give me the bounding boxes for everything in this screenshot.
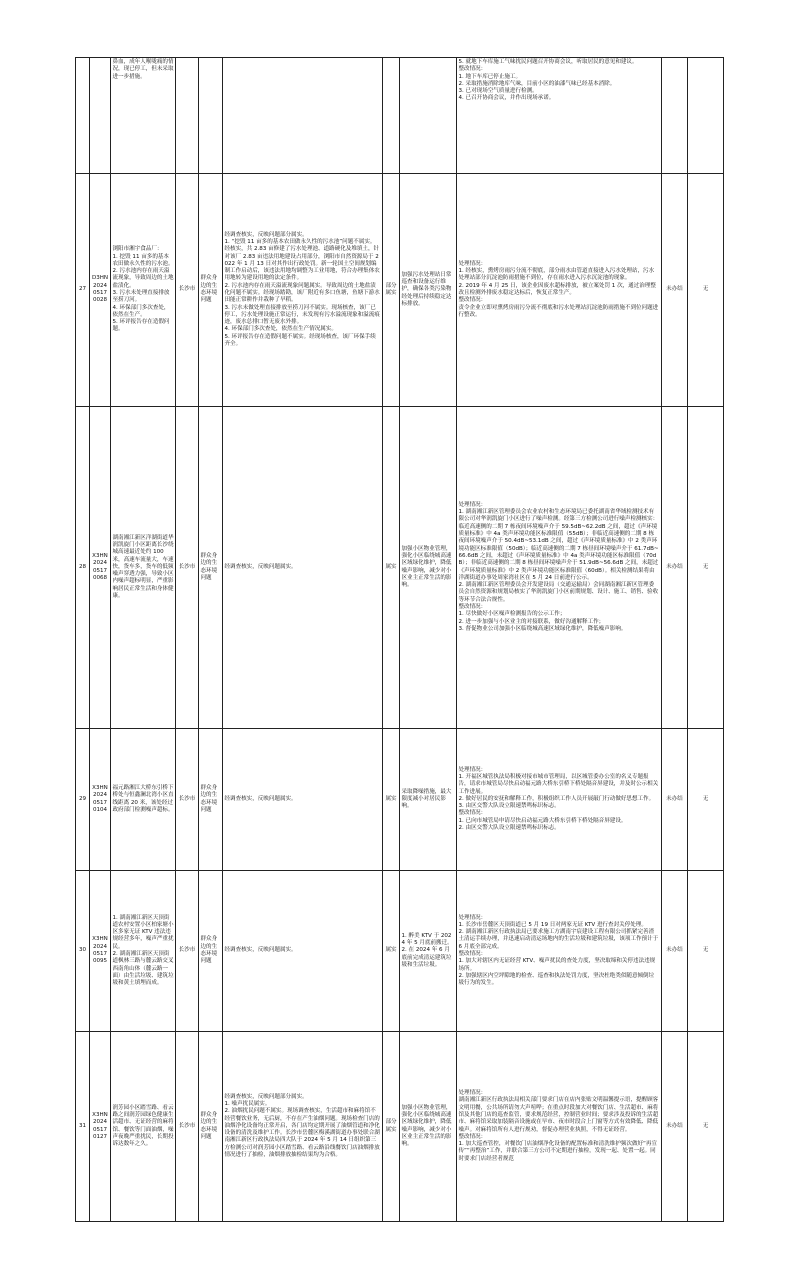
rectification-text: 5. 就地下车库施工气味扰民问题召开协商会议，听取居民的意见和建议。 整改情况： 1. 地下车库已停止施工。 2. 采取措施消除地库气味，目前小区的油漆气味已经基本消除。 3. 已对现场空气质量进行检测。 4. 已召开协商会议，并作出现场承诺。	[457, 58, 662, 174]
case-code: X3HN 2024 0517 0068	[90, 407, 111, 729]
measures-text: 加强污水处理站日常巡查和设备运行维护，确保各类污染物经处理后持续稳定达标排放。	[400, 174, 457, 407]
measures-text: 1. 醉美 KTV 于 2024 年 5 月底前搬迁。 2. 在 2024 年 6 月底前完成清运建筑垃圾和生活垃圾。	[400, 871, 457, 1032]
category-cell	[199, 58, 223, 174]
case-code: X3HN 2024 0517 0127	[90, 1032, 111, 1222]
verdict-cell: 部分属实	[383, 1032, 400, 1222]
case-code: X3HN 2024 0517 0095	[90, 871, 111, 1032]
row-index	[76, 58, 90, 174]
category-cell: 群众身边的生态环境问题	[199, 729, 223, 871]
issue-text: 鼻血，成年人喉咙痛的情况，现已停工，但未采取进一步措施。	[111, 58, 176, 174]
verification-text: 经调查核实，反映问题属实。	[223, 729, 383, 871]
region-cell: 长沙市	[176, 729, 199, 871]
status-cell: 未办结	[662, 729, 688, 871]
measures-text: 加强小区物业管理，强化小区临绕城高速区域绿化维护，降低噪声影响，减少对小区业主正常生活的影响。	[400, 407, 457, 729]
status-cell: 未办结	[662, 407, 688, 729]
status-cell: 未办结	[662, 871, 688, 1032]
verdict-cell: 部分属实	[383, 174, 400, 407]
issue-text: 福元路湘江大桥东引桥下桥处与恒鑫澜北湾小区直线距离 20 米，该处经过政府部门检测噪声超标。	[111, 729, 176, 871]
measures-text: 加强小区物业管理，强化小区临绕城高速区域绿化维护，降低噪声影响，减少对小区业主正常生活的影响。	[400, 1032, 457, 1222]
table-row	[76, 729, 724, 871]
category-cell: 群众身边的生态环境问题	[199, 1032, 223, 1222]
rectification-text: 处理情况： 1. 湖南湘江新区管理委员会农业农村和生态环境局已委托湖南省华域检测技术有限公司对华润凯旋门小区进行了噪声检测。经第三方检测公司进行噪声检测核实：临近高速侧的二期 7 栋夜间环境噪声介于 59.5dB~62.2dB 之间，超过《声环境质量标准》中 4a 类声环境功能区标准限值（55dB）；非临近高速侧的二期 8 栋夜间环境噪声介于 50.4dB~53.1dB 之间，超过《声环境质量标准》中 2 类声环境功能区标准限值（50dB）；临近高速侧的二期 7 栋昼间环境噪声介于 61.7dB~66.6dB 之间，未超过《声环境质量标准》中 4a 类声环境功能区标准限值（70dB）；非临近高速侧的二期 8 栋昼间环境噪声介于 51.9dB~56.6dB 之间，未超过《声环境质量标准》中 2 类声环境功能区标准限值（60dB）。相关检测结果将由洋湖街道办事处周家湾社区在 5 月 24 日前进行公示。 2. 湖南湘江新区管理委员会开发建设局（交通运输局）会同湖南湘江新区管理委员会自然资源和规划局核实了华润凯旋门小区前期规划、设计、施工、销售、验收等环节合法合规性。 整改情况： 1. 尽快做好小区噪声检测报告的公示工作； 2. 进一步加强与小区业主的对接联系，做好沟通解释工作； 3. 督促物业公司加强小区临绕城高速区域绿化维护，降低噪声影响。	[457, 407, 662, 729]
table-row	[76, 1032, 724, 1222]
verdict-cell	[383, 58, 400, 174]
supervision-table	[75, 57, 724, 1222]
table-row	[76, 174, 724, 407]
region-cell: 长沙市	[176, 1032, 199, 1222]
rectification-text: 处理情况： 1. 长沙市岳麓区天顶街道已 5 月 19 日对两家无证 KTV 进行查封关停处理。 2. 湖南湘江新区行政执法局已要求施工方湖南宇宸建设工程有限公司抓紧完善渣土清运手续办理，并迅速启动清运场地内的生活垃圾和建筑垃圾，该项工作预计于 6 月底全部完成。 整改情况： 1. 加大对辖区内无证经营 KTV、噪声扰民的查处力度，坚决取缔和关停违法违规场所。 2. 加强辖区内空坪隙地的检查、巡查和执法处罚力度，坚决杜绝类似随意倾倒垃圾行为的发生。	[457, 871, 662, 1032]
category-cell: 群众身边的生态环境问题	[199, 174, 223, 407]
region-cell: 长沙市	[176, 407, 199, 729]
rectification-text: 处理情况： 1. 经核实，熏烤房雨污分流不彻底，部分雨水由管道直接进入污水处理站，污水处理站部分沉淀池防雨措施不到位，存在雨水进入污水沉淀池的现象。 2. 2019 年 4 月 25 日，该企业因废水超标排放，被立案处罚 1 次，通过治理整改且检测外排废水稳定达标后，恢复正常生产。 整改情况： 责令企业立即对熏烤房雨污分流不彻底和污水处理站沉淀池防雨措施不到位问题进行整改。	[457, 174, 662, 407]
measures-text	[400, 58, 457, 174]
verification-text	[223, 58, 383, 174]
issue-text: 润芳园小区踏雪路、看云路之间润芳园绿色健康生活超市、无证经营的麻将馆、餐饮等门面油烟，噪声夜晚严重扰民，长期投诉达数年之久。	[111, 1032, 176, 1222]
issue-text: 1. 湖南湘江新区天顶街道农村安置小区柏家塘小区多家无证 KTV 违法违规经营多年，噪声严重扰民。 2. 湖南湘江新区天顶街道枫林三路与麓云路交叉西南角山体（麓云路一面）由生活垃圾、建筑垃圾和黄土填埋而成。	[111, 871, 176, 1032]
accountability-cell: 无	[688, 729, 724, 871]
accountability-cell: 无	[688, 407, 724, 729]
accountability-cell: 无	[688, 871, 724, 1032]
region-cell: 长沙市	[176, 174, 199, 407]
row-index: 30	[76, 871, 90, 1032]
status-cell	[662, 58, 688, 174]
verification-text: 经调查核实，反映问题部分属实。 1. 噪声扰民属实。 2. 油烟扰民问题不属实。现场调查核实，生活超市和麻将馆不经营餐饮业务，无后厨，不存在产生油烟问题。现场检查门店的油烟净化设备均正常开启，各门店均定期开展了油烟管道和净化设备的清洗及维护工作。长沙市岳麓区梅溪湖街道办事处联合湖南湘江新区行政执法局四大队于 2024 年 5 月 14 日组织第三方检测公司对润芳园小区踏雪路、看云路沿线餐饮门店油烟排放情况进行了抽检，油烟排放抽检结果均为合格。	[223, 1032, 383, 1222]
rectification-text: 处理情况： 湖南湘江新区行政执法局相关部门要求门店在店内张贴文明温馨提示语，提醒顾客文明用餐，公共场所请勿大声喧哗；在重点时段加大对餐饮门店、生活超市、麻将馆及其他门店的巡查监管，要求规范经营，控制营业时间；要求涉及投诉的生活超市、麻将馆采取加装隔音设施或在早市、夜市时段合上门窗等方式有效降低、降低噪声。对麻将馆所有人进行规劝，督促办理营业执照，不得无证经营。 整改情况： 1. 加大巡查管控，对餐饮门店油烟净化设备的配置标准和清洗维护频次做好“再宣传”“再整治”工作，并联合第三方公司不定期进行抽检，发现一起、处置一起。同时要求门店经营者规范	[457, 1032, 662, 1222]
row-index: 28	[76, 407, 90, 729]
verification-text: 经调查核实，反映问题部分属实。 1. “挖毁 11 亩多的基本农田做永久性的污水池”问题不属实。经核实，共 2.83 亩修建了污水处理池、道路硬化及堆填土，针对该厂 2.83 亩违法用地建设占用部分，浏阳市自然资源局于 2022 年 1 月 13 日对其作出行政处罚。新一轮国土空间规划编制工作启动后，该违法用地均调整为工业用地，符合办理集体农用地转为建设用地的法定条件。 2. 污水池内存在雨天溢流现象问题属实。导致周边的土地盐渍化问题不属实。经现场踏勘，该厂附近有多口鱼塘，鱼塘下游水田能正常耕作并栽种了旱稻。 3. 污水未做处理直接排放至捞刀河不属实。现场核查，该厂已停工，污水处理设施正常运行，未发现有污水溢流现象和溢流痕迹，废水总排口暂无废水外排。 4. 环保部门多次查处，依然在生产情况属实。 5. 环评报告存在造假问题不属实。经现场核查，该厂环保手续齐全。	[223, 174, 383, 407]
case-code: D3HN 2024 0517 0028	[90, 174, 111, 407]
measures-text: 采取降噪措施，最大限度减小对居民影响。	[400, 729, 457, 871]
category-cell: 群众身边的生态环境问题	[199, 407, 223, 729]
region-cell: 长沙市	[176, 871, 199, 1032]
accountability-cell: 无	[688, 174, 724, 407]
category-cell: 群众身边的生态环境问题	[199, 871, 223, 1032]
row-index: 27	[76, 174, 90, 407]
issue-text: 浏阳市湘宇食品厂： 1. 挖毁 11 亩多的基本农田做永久性的污水池。 2. 污水池内存在雨天溢流现象，导致周边的土地盐渍化。 3. 污水未处理直接排放至捞刀河。 4. 环保部门多次查处，依然在生产。 5. 环评报告存在造假问题。	[111, 174, 176, 407]
table-row	[76, 407, 724, 729]
verification-text: 经调查核实，反映问题属实。	[223, 407, 383, 729]
verification-text: 经调查核实，反映问题属实。	[223, 871, 383, 1032]
verdict-cell: 属实	[383, 871, 400, 1032]
region-cell	[176, 58, 199, 174]
verdict-cell: 属实	[383, 729, 400, 871]
row-index: 29	[76, 729, 90, 871]
accountability-cell	[688, 58, 724, 174]
rectification-text: 处理情况： 1. 开福区城管执法局积极对接市城市管理局，以区城管委办公室的名义专题报告，请求市城管局尽快启动福元路大桥东引桥下桥处隔音屏建设，并及时公示相关工作进展。 2. 做好居民的安抚和解释工作，积极组织工作人员开展敲门行动做好思想工作。 3. 由区交警大队设立限速禁鸣标识标志。 整改情况： 1. 已向市城管局申请尽快启动福元路大桥东引桥下桥处隔音屏建设。 2. 由区交警大队设立限速禁鸣标识标志。	[457, 729, 662, 871]
status-cell: 未办结	[662, 174, 688, 407]
table-row	[76, 58, 724, 174]
case-code	[90, 58, 111, 174]
row-index: 31	[76, 1032, 90, 1222]
table-row	[76, 871, 724, 1032]
status-cell: 未办结	[662, 1032, 688, 1222]
verdict-cell: 属实	[383, 407, 400, 729]
case-code: X3HN 2024 0517 0104	[90, 729, 111, 871]
issue-text: 湖南湘江新区洋湖街道华润凯旋门小区距离长沙绕城高速最近处约 100 米，高速车流量大，车速快，货车多，货车的低频噪声穿透力强，导致小区内噪声超标明显，严重影响居民正常生活和身体健康。	[111, 407, 176, 729]
accountability-cell: 无	[688, 1032, 724, 1222]
